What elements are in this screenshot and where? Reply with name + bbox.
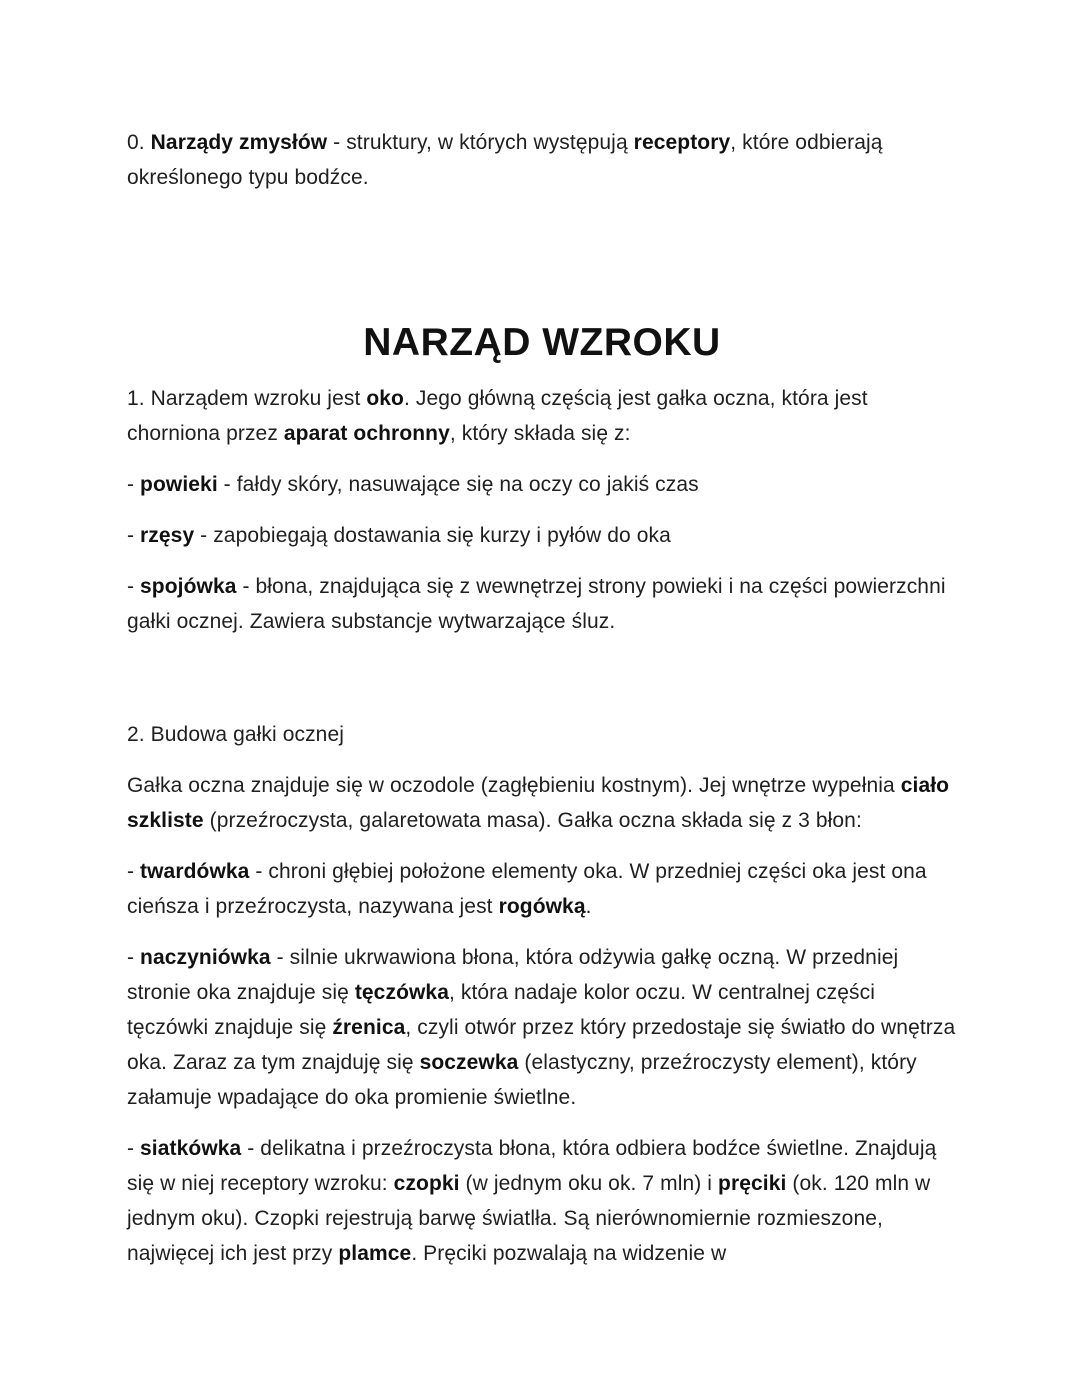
intro-text-end: , które odbierają określonego typu bodźce. — [127, 131, 883, 189]
term-narzady-zmyslow: Narządy zmysłów — [150, 131, 328, 154]
list-item-twardowka: - twardówka - chroni głębiej położone elementy oka. W przedniej części oka jest ona cieńsza i przeźroczysta, nazywana jest rogówką. — [127, 860, 927, 918]
term-rogowka: rogówką — [498, 895, 586, 918]
term-cialo-szkliste: ciało szkliste — [127, 774, 950, 832]
term-teczowka: tęczówka — [354, 981, 449, 1004]
term-zrenica: źrenica — [332, 1016, 406, 1039]
term-spojowka: spojówka — [140, 575, 237, 598]
term-rzesy: rzęsy — [140, 524, 195, 547]
list-item-naczyniowka: - naczyniówka - silnie ukrwawiona błona, która odżywia gałkę oczną. W przedniej stronie oka znajduje się tęczówka, która nadaje kolor oczu. W centralnej części tęczówki znajduje się źrenica, czyli otwór przez który przedostaje się światło do wnętrza oka. Zaraz za tym znajduję się soczewka (elastyczny, przeźroczysty element), który załamuje wpadające do oka promienie świetlne. — [127, 946, 956, 1109]
list-item-rzesy: - rzęsy - zapobiegają dostawania się kurzy i pyłów do oka — [127, 524, 671, 547]
term-receptory: receptory — [633, 131, 731, 154]
term-czopki: czopki — [393, 1172, 460, 1195]
paragraph-2: Gałka oczna znajduje się w oczodole (zagłębieniu kostnym). Jej wnętrze wypełnia ciało szkliste (przeźroczysta, galaretowata masa). Gałka oczna składa się z 3 błon: — [127, 774, 950, 832]
term-powieki: powieki — [140, 473, 218, 496]
term-preciki: pręciki — [718, 1172, 787, 1195]
section-2-title: 2. Budowa gałki ocznej — [127, 723, 344, 746]
term-naczyniowka: naczyniówka — [140, 946, 271, 969]
intro-paragraph — [127, 125, 957, 195]
intro-text: - struktury, w których występują — [327, 131, 634, 154]
term-aparat-ochronny: aparat ochronny — [283, 422, 450, 445]
paragraph-1: 1. Narządem wzroku jest oko. Jego główną częścią jest gałka oczna, która jest chorniona przez aparat ochronny, który składa się z: — [127, 387, 868, 445]
term-soczewka: soczewka — [419, 1051, 519, 1074]
term-plamka: plamce — [338, 1242, 412, 1265]
document-page — [127, 125, 957, 1271]
term-oko: oko — [366, 387, 404, 410]
list-item-siatkowka: - siatkówka - delikatna i przeźroczysta błona, która odbiera bodźce świetlne. Znajdują się w niej receptory wzroku: czopki (w jednym oku ok. 7 mln) i pręciki (ok. 120 mln w jednym oku). Czopki rejestrują barwę światlła. Są nierównomiernie rozmieszone, najwięcej ich jest przy plamce. Pręciki pozwalają na widzenie w — [127, 1137, 937, 1265]
intro-number: 0. — [127, 131, 151, 154]
section-heading: NARZĄD WZROKU — [363, 321, 721, 364]
list-item-spojowka: - spojówka - błona, znajdująca się z wewnętrzej strony powieki i na części powierzchni gałki ocznej. Zawiera substancje wytwarzające śluz. — [127, 575, 946, 633]
list-item-powieki: - powieki - fałdy skóry, nasuwające się na oczy co jakiś czas — [127, 473, 699, 496]
term-siatkowka: siatkówka — [140, 1137, 242, 1160]
term-twardowka: twardówka — [140, 860, 250, 883]
